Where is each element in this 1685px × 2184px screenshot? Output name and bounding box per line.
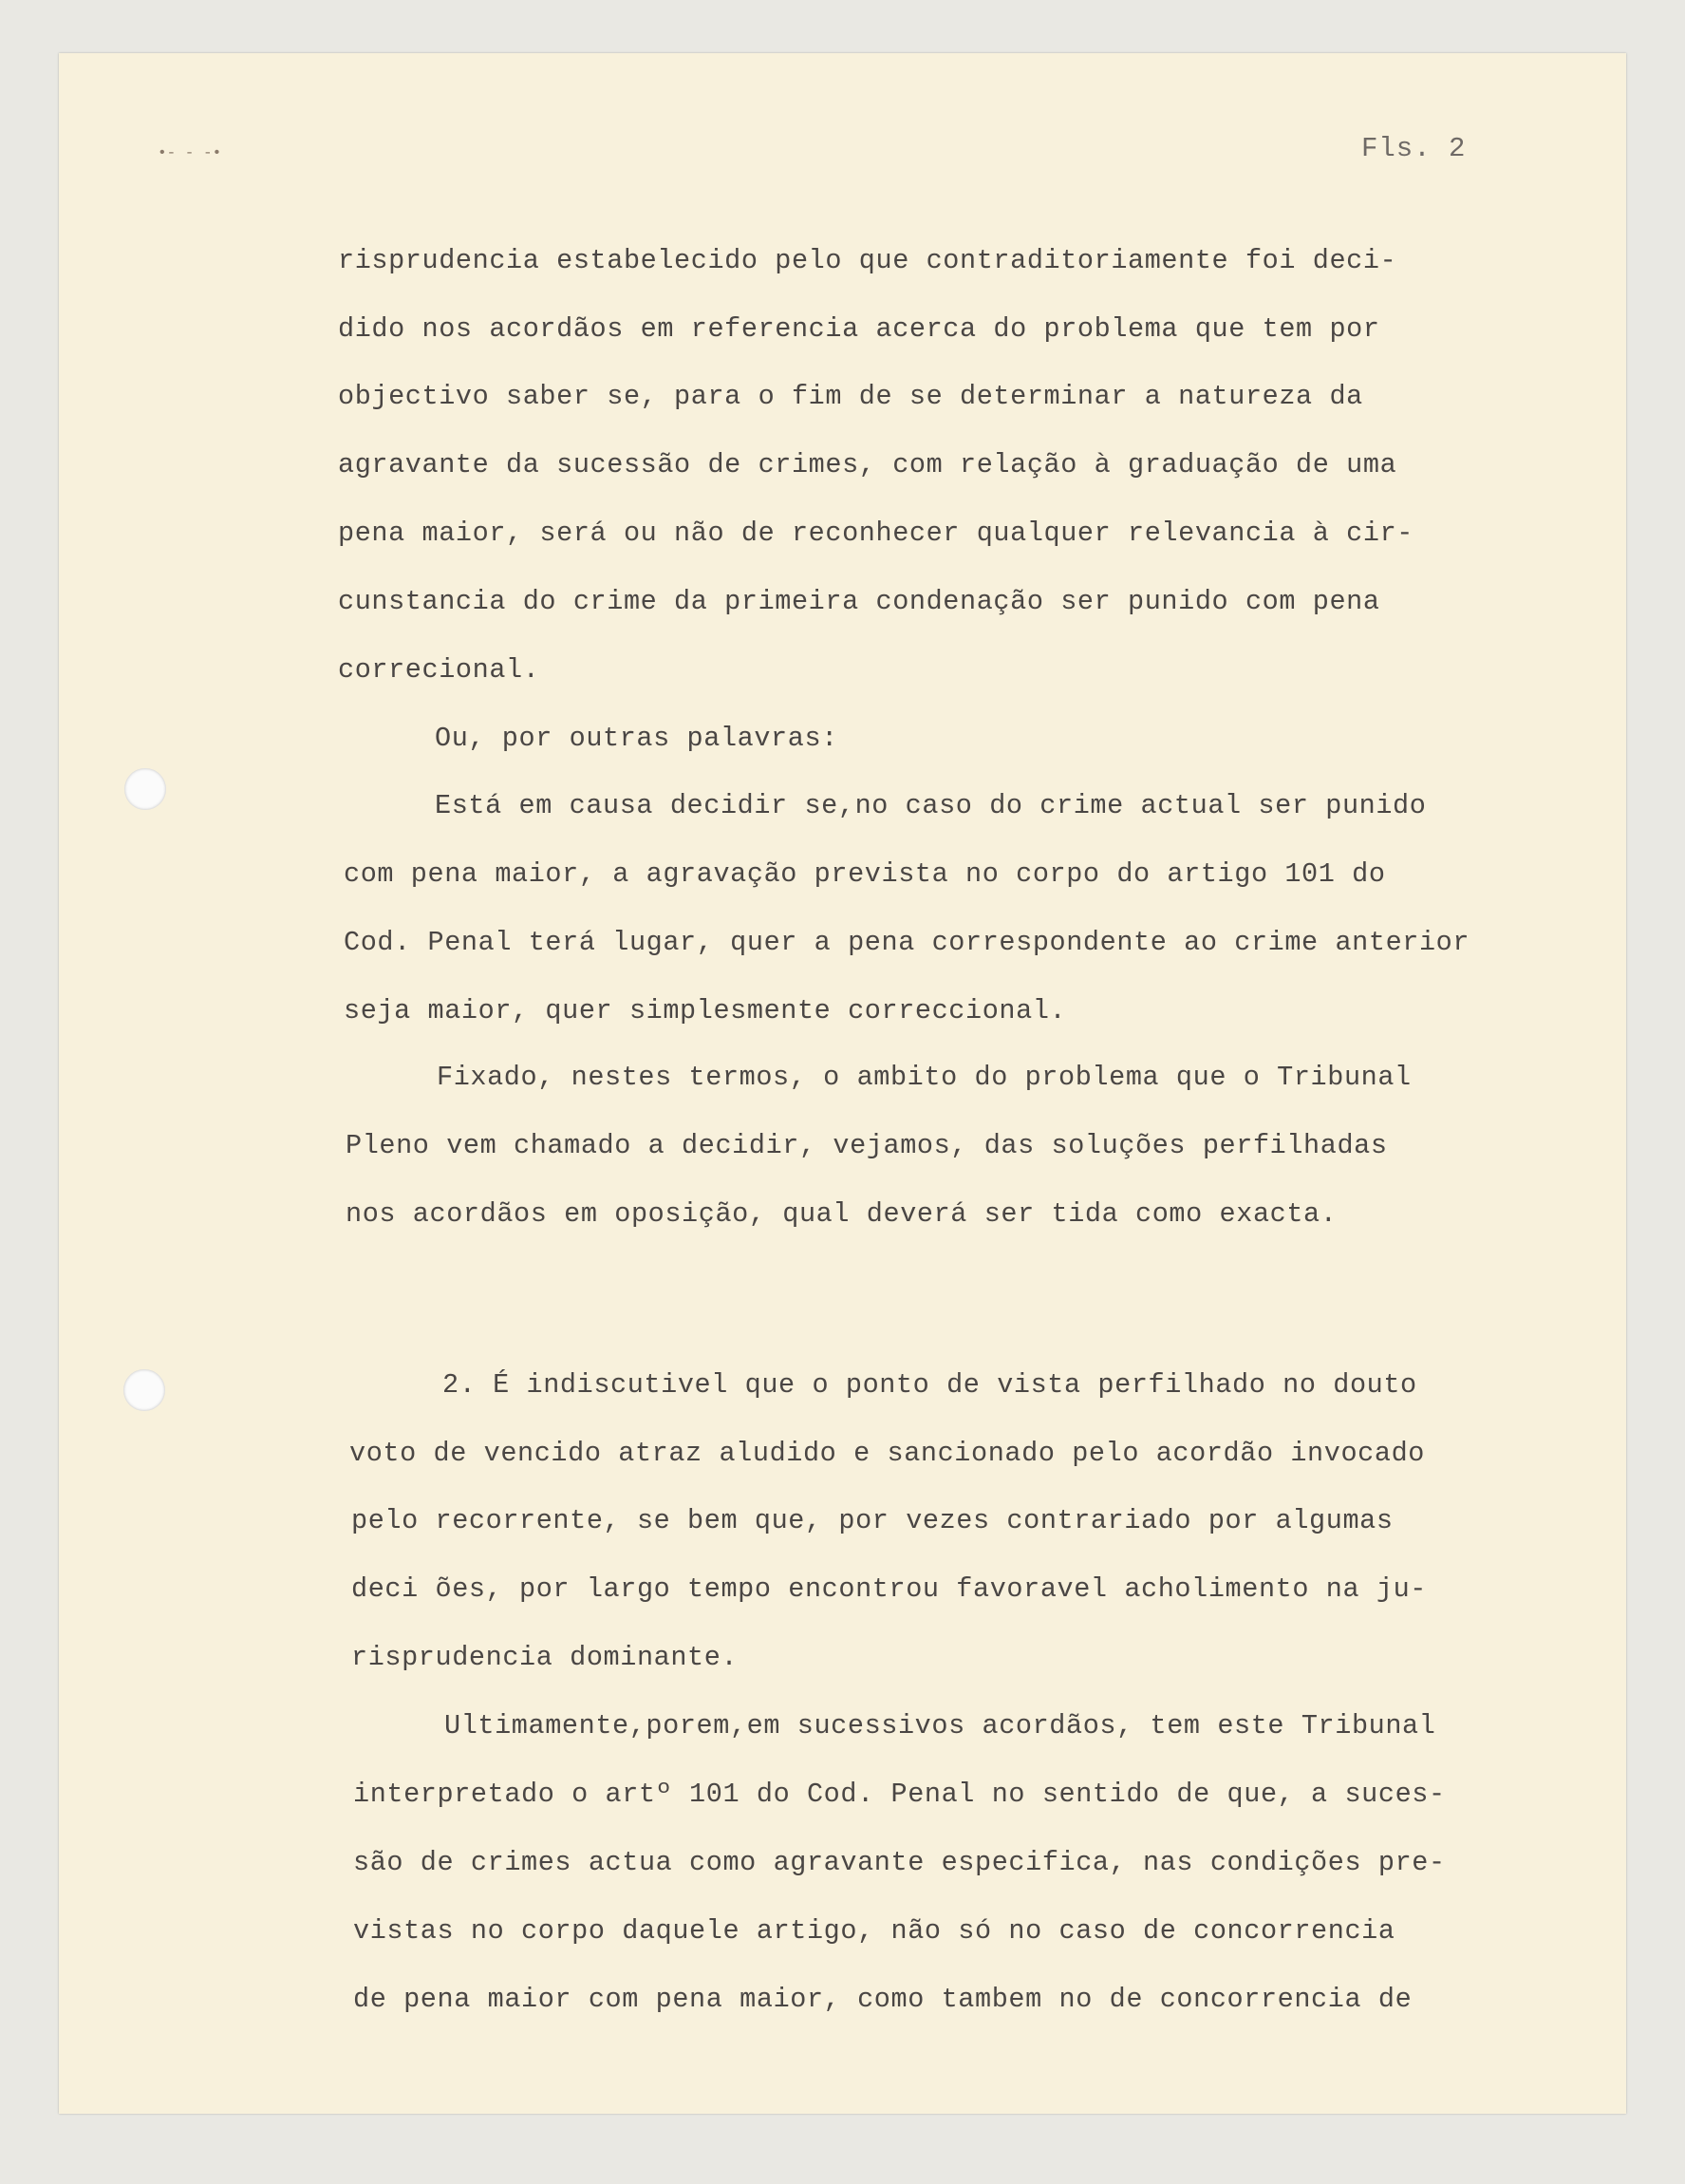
text-line: cunstancia do crime da primeira condenação ser punido com pena bbox=[338, 586, 1380, 617]
text-line: são de crimes actua como agravante especifica, nas condições pre- bbox=[353, 1847, 1446, 1878]
text-line: nos acordãos em oposição, qual deverá ser tida como exacta. bbox=[346, 1198, 1338, 1230]
text-line: interpretado o artº 101 do Cod. Penal no sentido de que, a suces- bbox=[353, 1779, 1446, 1810]
text-line: deci ões, por largo tempo encontrou favoravel acholimento na ju- bbox=[351, 1573, 1427, 1605]
text-line: pelo recorrente, se bem que, por vezes contrariado por algumas bbox=[351, 1505, 1394, 1536]
text-line: voto de vencido atraz aludido e sancionado pelo acordão invocado bbox=[349, 1438, 1425, 1469]
text-line: dido nos acordãos em referencia acerca do problema que tem por bbox=[338, 313, 1380, 345]
text-line: risprudencia dominante. bbox=[351, 1642, 739, 1673]
text-line: agravante da sucessão de crimes, com relação à graduação de uma bbox=[338, 449, 1397, 480]
text-line: correcional. bbox=[338, 654, 540, 686]
text-line: vistas no corpo daquele artigo, não só no caso de concorrencia bbox=[353, 1915, 1395, 1947]
text-line: risprudencia estabelecido pelo que contraditoriamente foi deci- bbox=[338, 245, 1397, 276]
text-line: Ultimamente,porem,em sucessivos acordãos, tem este Tribunal bbox=[444, 1710, 1436, 1742]
text-line: Está em causa decidir se,no caso do crime actual ser punido bbox=[435, 790, 1427, 821]
text-line: de pena maior com pena maior, como tambem no de concorrencia de bbox=[353, 1984, 1413, 2015]
page-number: Fls. 2 bbox=[1361, 133, 1467, 164]
margin-mark: •- - -• bbox=[158, 144, 222, 161]
text-line: Pleno vem chamado a decidir, vejamos, das soluções perfilhadas bbox=[346, 1130, 1388, 1161]
text-line: Ou, por outras palavras: bbox=[435, 723, 838, 754]
text-line: objectivo saber se, para o fim de se determinar a natureza da bbox=[338, 381, 1363, 412]
text-line: 2. É indiscutivel que o ponto de vista perfilhado no douto bbox=[442, 1369, 1417, 1401]
text-line: com pena maior, a agravação prevista no corpo do artigo 101 do bbox=[344, 858, 1386, 890]
text-line: Fixado, nestes termos, o ambito do problema que o Tribunal bbox=[437, 1062, 1412, 1093]
text-line: pena maior, será ou não de reconhecer qualquer relevancia à cir- bbox=[338, 518, 1414, 549]
text-line: seja maior, quer simplesmente correccional. bbox=[344, 995, 1067, 1026]
text-line: Cod. Penal terá lugar, quer a pena correspondente ao crime anterior bbox=[344, 927, 1470, 958]
